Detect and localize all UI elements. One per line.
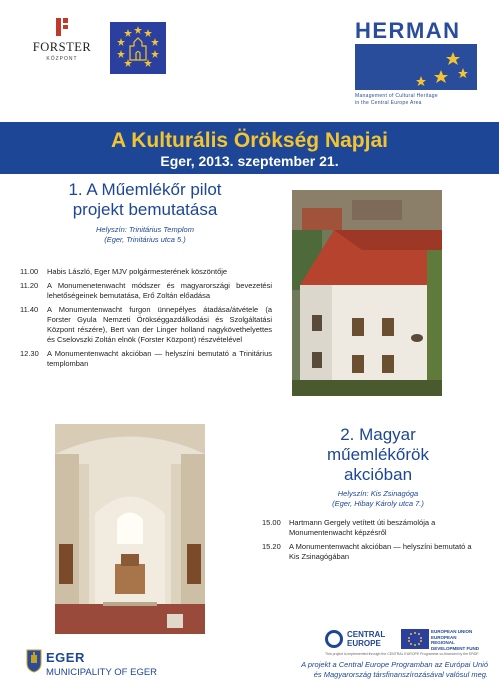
funding-note: A projekt a Central Europe Programban az Európai Unió és Magyarország társfinanszírozásával valósul meg.: [301, 660, 488, 679]
schedule-text: Hartmann Gergely vetített úti beszámolója a Monumentenwacht képzésről: [289, 518, 436, 537]
herman-tagline: Management of Cultural Heritage in the Central Europe Area: [355, 93, 438, 106]
schedule-text: Habis László, Eger MJV polgármesterének köszöntője: [47, 267, 228, 276]
section1-schedule: [20, 267, 272, 373]
eu-flag-icon: [401, 629, 429, 649]
eu-stars-castle-icon: [110, 22, 166, 74]
erdf-label: EUROPEAN UNION EUROPEAN REGIONAL DEVELOPMENT FUND: [431, 629, 480, 651]
schedule-item: [20, 281, 272, 301]
schedule-time: 15.20: [262, 542, 281, 551]
synagogue-photo: [292, 190, 442, 396]
title-banner: [0, 122, 499, 174]
schedule-time: 11.20: [20, 281, 39, 290]
herman-flag-icon: [355, 44, 477, 90]
central-europe-circle-icon: [325, 630, 343, 648]
schedule-time: 12.30: [20, 349, 39, 358]
section2-title: 2. Magyar műemlékőrök akcióban: [326, 425, 430, 484]
schedule-item: [20, 267, 272, 277]
section2-schedule: [262, 518, 484, 566]
herman-wordmark: HERMAN: [355, 18, 461, 43]
schedule-time: 11.40: [20, 305, 39, 314]
schedule-item: [20, 349, 272, 369]
forster-name: FORSTER: [32, 40, 92, 54]
forster-mark-icon: [56, 18, 68, 36]
eu-flag-logo: [110, 22, 166, 74]
schedule-item: [262, 518, 484, 538]
page-title: A Kulturális Örökség Napjai: [111, 129, 388, 152]
forster-sub: KÖZPONT: [46, 56, 78, 62]
forster-logo: [22, 18, 102, 70]
section1-location: Helyszín: Trinitárius Templom (Eger, Trinitárius utca 5.): [96, 225, 194, 244]
event-date: Eger, 2013. szeptember 21.: [160, 153, 339, 169]
central-europe-logo: CENTRAL EUROPE: [325, 628, 395, 650]
herman-logo: [355, 20, 480, 107]
church-interior-photo: [55, 424, 205, 634]
section1-title: 1. A Műemlékőr pilot projekt bemutatása: [68, 180, 222, 219]
schedule-item: [20, 305, 272, 345]
implementation-note: This project is implemented through the CENTRAL EUROPE Programme co-financed by the ERDF.: [325, 652, 480, 656]
schedule-text: A Monumentenwacht akcióban — helyszíni bemutató a Trinitárius templomban: [47, 349, 272, 368]
schedule-text: A Monumentenwacht akcióban — helyszíni bemutató a Kis Zsinagógában: [289, 542, 472, 561]
section2-location: Helyszín: Kis Zsinagóga (Eger, Hibay Károly utca 7.): [332, 489, 424, 508]
schedule-item: [262, 542, 484, 562]
eger-crest-icon: [26, 649, 42, 673]
schedule-text: A Monumentenwacht furgon ünnepélyes átadása/átvétele (a Forster Gyula Nemzeti Örökséggazdálkodási és Szolgáltatási Központ részére), Bert van der Linger holland nagykövethelyettes és Cselovszki Zoltán elnök (Forster Központ) részvételével: [47, 305, 272, 344]
eger-sub: MUNICIPALITY OF EGER: [46, 667, 158, 678]
eger-name: EGER: [46, 650, 85, 665]
eger-logo: [26, 647, 166, 689]
schedule-text: A Monumenetenwacht módszer és magyarországi bevezetési lehetőségeinek bemutatása, Erő Zoltán előadása: [47, 281, 272, 300]
schedule-time: 15.00: [262, 518, 281, 527]
schedule-time: 11.00: [20, 267, 39, 276]
